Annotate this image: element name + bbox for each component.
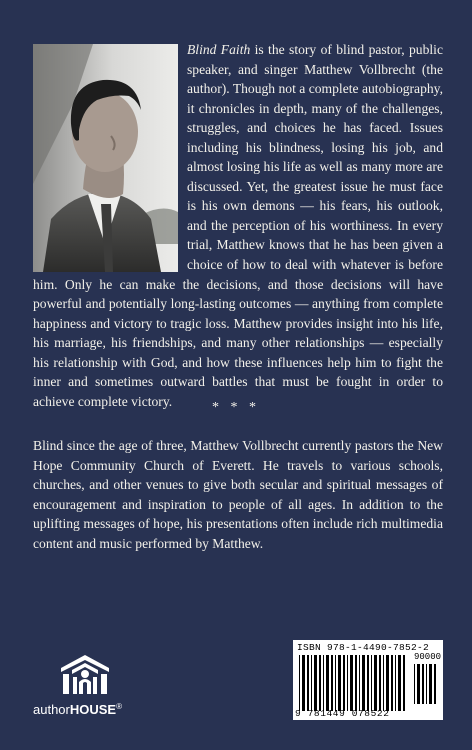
isbn-barcode <box>293 640 443 720</box>
publisher-logo <box>33 652 143 724</box>
price-code: 90000 <box>414 652 442 662</box>
price-barcode-icon <box>414 664 440 704</box>
barcode-bars-icon <box>299 655 409 711</box>
publisher-name-bold: HOUSE <box>69 702 117 717</box>
isbn-label: ISBN 978-1-4490-7852-2 <box>297 642 430 653</box>
author-bio: Blind since the age of three, Matthew Vollbrecht currently pastors the New Hope Community Church of Everett. He travels to various schools, churches, and other venues to give both secular and spiritual messages of encouragement and inspiration to people of all ages. In addition to the uplifting messages of hope, his presentations often include rich multimedia content and music performed by Matthew. <box>33 438 443 551</box>
book-description <box>33 40 443 411</box>
authorhouse-logo-icon <box>55 652 115 698</box>
publisher-name-light: author <box>33 702 70 717</box>
publisher-name <box>33 702 143 717</box>
section-separator: * * * <box>212 400 260 415</box>
barcode-digits: 9 781449 078522 <box>295 708 390 719</box>
book-title: Blind Faith <box>187 42 251 57</box>
registered-mark: ® <box>116 702 123 711</box>
photo-spacer <box>33 40 187 273</box>
description-text: is the story of blind pastor, public speaker, and singer Matthew Vollbrecht (the author). Though not a complete autobiography, it chronicles in depth, many of the challenges, struggles, and choices he has faced. Issues including his blindness, losing his job, and almost losing his life as well as many more are discussed. Yet, the greatest issue he must face is his own demons — his fears, his outlook, and the perception of his worthiness. In every trial, Matthew knows that he has been given a choice of how to deal with whatever is before him. Only he can make the decisions, and those decisions will have powerful and potentially long-lasting outcomes — anything from complete happiness and victory to tragic loss. Matthew provides insight into his life, his marriage, his friendships, and many other relationships — especially his relationship with God, and how these influences help him to fight the inner and sometimes outward battles that must be fought in order to achieve complete victory. <box>33 42 443 409</box>
